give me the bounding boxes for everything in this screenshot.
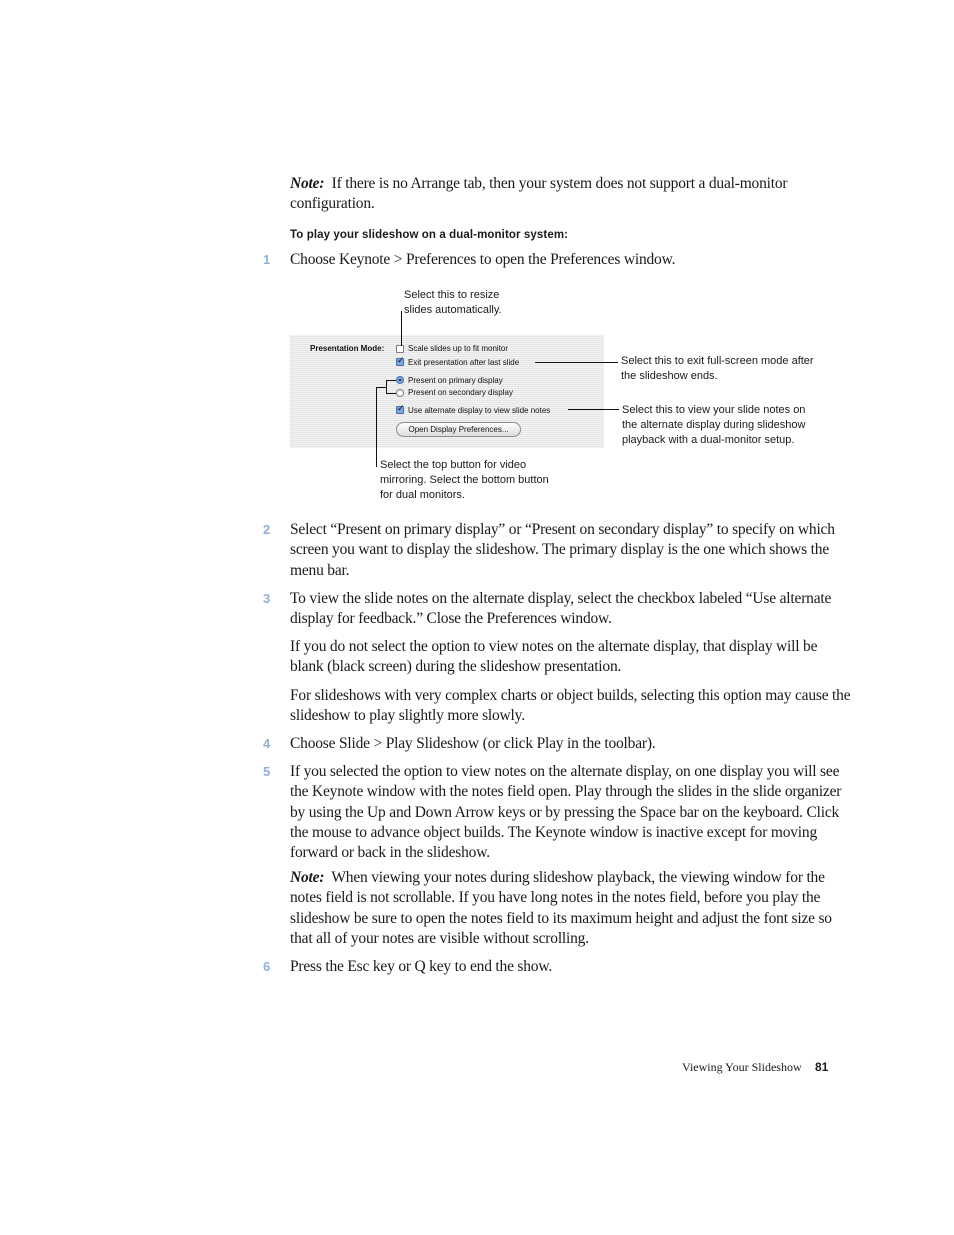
step-number: 4 <box>263 736 271 751</box>
leader-line <box>535 362 618 363</box>
note-text: If there is no Arrange tab, then your system does not support a dual-monitor <box>331 175 788 192</box>
callout-notes <box>622 403 805 448</box>
paragraph-line: blank (black screen) during the slideshow presentation. <box>290 658 622 676</box>
callout-resize-line: slides automatically. <box>404 304 502 316</box>
bracket-line <box>386 380 396 381</box>
alternate-display-checkbox[interactable] <box>396 406 404 414</box>
note-label: Note: <box>290 869 325 886</box>
paragraph-line: If you do not select the option to view notes on the alternate display, that display will be <box>290 638 818 655</box>
callout-exit <box>621 354 814 384</box>
alternate-display-label: Use alternate display to view slide notes <box>408 406 551 415</box>
step-number: 3 <box>263 591 271 606</box>
callout-exit-line: Select this to exit full-screen mode after <box>621 355 814 367</box>
step-text-line: Select “Present on primary display” or “Present on secondary display” to specify on which <box>290 521 835 538</box>
page-number: 81 <box>815 1060 829 1074</box>
step-text <box>290 762 841 863</box>
step-text-line: the Keynote window with the notes field open. Play through the slides in the slide organizer <box>290 783 842 801</box>
note-text-line: slideshow be sure to open the notes field to its maximum height and adjust the font size so <box>290 909 832 927</box>
step-text-line: display for feedback.” Close the Preferences window. <box>290 610 612 628</box>
callout-radio-line: Select the top button for video <box>380 459 527 471</box>
primary-display-radio[interactable] <box>396 376 404 384</box>
note-paragraph <box>290 868 832 949</box>
step-text-line: by using the Up and Down Arrow keys or by pressing the Space bar on the keyboard. Click <box>290 803 840 821</box>
step-text: Choose Slide > Play Slideshow (or click Play in the toolbar). <box>290 735 656 752</box>
note-text-line: configuration. <box>290 195 375 212</box>
step-text-line: forward or back in the slideshow. <box>290 844 490 862</box>
note-text-line: that all of your notes are visible without scrolling. <box>290 929 589 947</box>
callout-radio-line: for dual monitors. <box>380 489 465 501</box>
step-text-line: screen you want to display the slideshow. The primary display is the one which shows the <box>290 541 830 559</box>
secondary-display-radio[interactable] <box>396 389 404 397</box>
step-text-line: If you selected the option to view notes on the alternate display, on one display you will see <box>290 763 840 780</box>
primary-display-label: Present on primary display <box>408 376 503 385</box>
step-text-line: To view the slide notes on the alternate display, select the checkbox labeled “Use alternate <box>290 590 832 607</box>
note-label: Note: <box>290 175 325 192</box>
step-text <box>290 520 835 581</box>
exit-presentation-checkbox[interactable] <box>396 358 404 366</box>
step-number: 1 <box>263 252 271 267</box>
scale-slides-label: Scale slides up to fit monitor <box>408 344 509 353</box>
procedure-heading: To play your slideshow on a dual-monitor system: <box>290 229 569 241</box>
bracket-line <box>386 380 387 394</box>
note-paragraph <box>290 174 787 194</box>
callout-resize-line: Select this to resize <box>404 289 500 301</box>
callout-radio-line: mirroring. Select the bottom button <box>380 474 549 486</box>
presentation-mode-label: Presentation Mode: <box>310 344 385 353</box>
step-text-line: the mouse to advance object builds. The Keynote window is inactive except for moving <box>290 823 817 841</box>
paragraph-line: For slideshows with very complex charts or object builds, selecting this option may cause the <box>290 687 851 704</box>
leader-line <box>568 409 619 410</box>
preferences-panel <box>290 335 604 448</box>
callout-notes-line: Select this to view your slide notes on <box>622 404 806 416</box>
step-text: Choose Keynote > Preferences to open the Preferences window. <box>290 251 676 268</box>
exit-presentation-label: Exit presentation after last slide <box>408 358 520 367</box>
leader-line <box>376 387 377 467</box>
step-number: 5 <box>263 764 271 779</box>
footer-section-title: Viewing Your Slideshow <box>682 1060 802 1074</box>
leader-line <box>401 311 402 346</box>
open-display-preferences-button[interactable]: Open Display Preferences... <box>396 422 521 437</box>
callout-radio <box>380 458 549 503</box>
callout-exit-line: the slideshow ends. <box>621 370 718 382</box>
callout-notes-line: playback with a dual-monitor setup. <box>622 434 795 446</box>
step-number: 6 <box>263 959 271 974</box>
note-first-line <box>290 868 832 888</box>
paragraph <box>290 686 850 727</box>
secondary-display-label: Present on secondary display <box>408 388 513 397</box>
note-text-line: notes field is not scrollable. If you have long notes in the notes field, before you play the <box>290 889 821 907</box>
step-text: Press the Esc key or Q key to end the show. <box>290 958 553 975</box>
paragraph-line: slideshow to play slightly more slowly. <box>290 707 525 725</box>
bracket-line <box>376 387 386 388</box>
bracket-line <box>386 393 396 394</box>
scale-slides-checkbox[interactable] <box>396 345 404 353</box>
callout-notes-line: the alternate display during slideshow <box>622 419 806 431</box>
step-number: 2 <box>263 522 271 537</box>
paragraph <box>290 637 817 678</box>
step-text-line: menu bar. <box>290 561 350 579</box>
callout-resize <box>404 288 502 318</box>
step-text <box>290 589 831 630</box>
note-text: When viewing your notes during slideshow playback, the viewing window for the <box>331 869 825 886</box>
